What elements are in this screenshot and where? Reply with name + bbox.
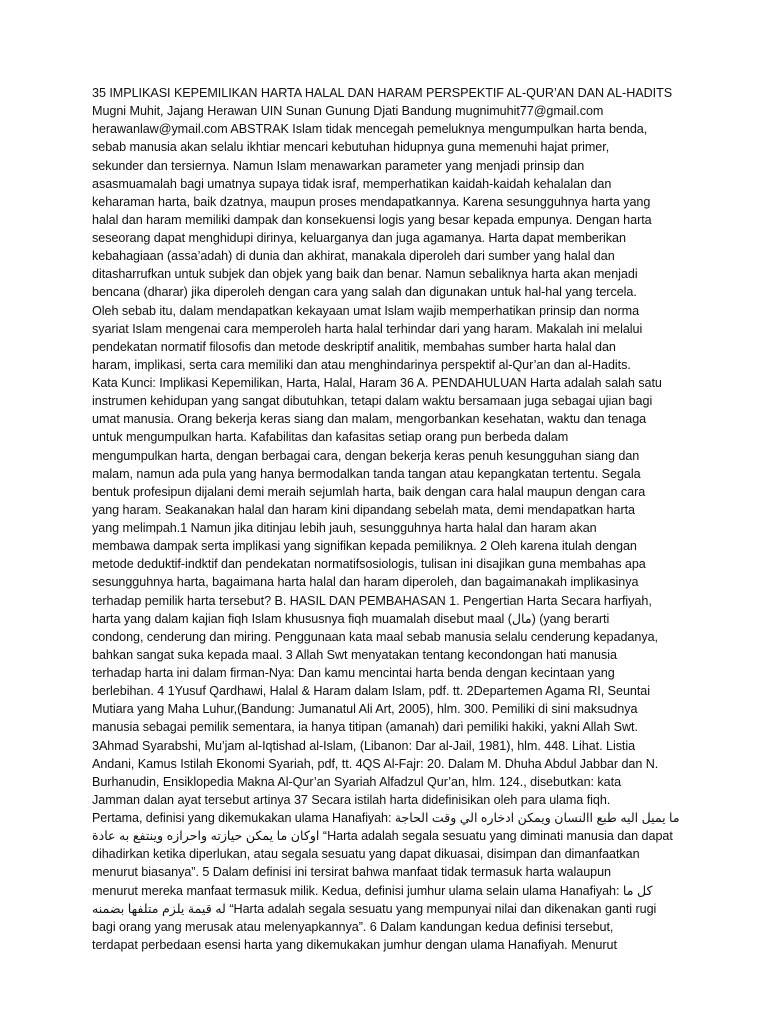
footnote-line: Andani, Kamus Istilah Ekonomi Syariah, pdf, tt. 4QS Al-Fajr: 20. Dalam M. Dhuha Abdul Jabbar dan N.: [92, 756, 659, 771]
footnote-line: berlebihan. 4 1Yusuf Qardhawi, Halal & Haram dalam Islam, pdf. tt. 2Departemen Agama RI, Seuntai: [92, 684, 651, 699]
body-line: Jamman dalan ayat tersebut artinya 37 Secara istilah harta didefinisikan oleh para ulama fiqh.: [92, 792, 611, 807]
body-line-with-arabic: له قيمة يلزم متلفها بضمنه “Harta adalah segala sesuatu yang mempunyai nilai dan dikenakan ganti rugi: [92, 901, 657, 916]
body-line: harta yang dalam kajian fiqh Islam khususnya fiqh muamalah disebut maal (مال) (yang berarti: [92, 611, 610, 626]
body-line: bagi orang yang merusak atau melenyapkannya”. 6 Dalam kandungan kedua definisi tersebut,: [92, 919, 614, 934]
body-line: condong, cenderung dan miring. Penggunaan kata maal sebab manusia selalu cenderung kepadanya,: [92, 629, 658, 644]
body-line: dihadirkan ketika diperlukan, atau segala sesuatu yang dapat dikuasai, disimpan dan dimanfaatkan: [92, 847, 640, 862]
body-line: mengumpulkan harta, dengan berbagai cara, dengan bekerja keras penuh kesungguhan siang dan: [92, 448, 640, 463]
body-line: metode deduktif-indktif dan pendekatan normatifsosiologis, tulisan ini disajikan guna membahas apa: [92, 557, 646, 572]
keywords-line: Kata Kunci: Implikasi Kepemilikan, Harta, Halal, Haram 36 A. PENDAHULUAN Harta adalah salah satu: [92, 376, 662, 390]
body-line: bahkan sangat suka kepada maal. 3 Allah Swt menyatakan tentang kecondongan hati manusia: [92, 647, 617, 662]
abstract-line: kebahagiaan (assa’adah) di dunia dan akhirat, manakala diperoleh dari sumber yang halal dan: [92, 249, 615, 264]
body-line: untuk mengumpulkan harta. Kafabilitas dan kafasitas setiap orang pun berbeda dalam: [92, 430, 569, 445]
body-line: terhadap pemilik harta tersebut? B. HASIL DAN PEMBAHASAN 1. Pengertian Harta Secara harfiyah,: [92, 593, 652, 608]
body-line-with-arabic: menurut mereka manfaat termasuk milik. Kedua, definisi jumhur ulama selain ulama Hanafiyah: كل ما: [92, 883, 653, 898]
authors-line: Mugni Muhit, Jajang Herawan UIN Sunan Gunung Djati Bandung mugnimuhit77@gmail.com: [92, 104, 604, 119]
document-title-line: 35 IMPLIKASI KEPEMILIKAN HARTA HALAL DAN HARAM PERSPEKTIF AL-QUR’AN DAN AL-HADITS: [92, 86, 673, 100]
abstract-line: seseorang dapat menghidupi dirinya, keluarganya dan juga agamanya. Harta dapat memberikan: [92, 231, 626, 245]
document-page: [92, 84, 682, 952]
abstract-line: syariat Islam mengenai cara memperoleh harta halal terhindar dari yang haram. Makalah ini melalui: [92, 321, 643, 336]
body-line: terdapat perbedaan esensi harta yang dikemukakan jumhur dengan ulama Hanafiyah. Menurut: [92, 937, 617, 952]
body-line: umat manusia. Orang bekerja keras siang dan malam, mengorbankan kesehatan, waktu dan tenaga: [92, 412, 647, 427]
footnote-line: manusia sebagai pemilik sementara, ia hanya titipan (amanah) dari pemiliki hakiki, yakni Allah Swt.: [92, 720, 638, 735]
body-line: malam, namun ada pula yang hanya bermodalkan tanda tangan atau kepangkatan tertentu. Segala: [92, 466, 641, 481]
abstract-line: sebab manusia akan selalu ikhtiar mencari kebutuhan hidupnya guna memenuhi hajat primer,: [92, 140, 610, 155]
body-line: membawa dampak serta implikasi yang signifikan kepada pemiliknya. 2 Oleh karena itulah dengan: [92, 539, 637, 554]
abstract-line: Oleh sebab itu, dalam mendapatkan kekayaan umat Islam wajib memperhatikan prinsip dan norma: [92, 303, 640, 318]
abstract-line: pendekatan normatif filosofis dan metode deskriptif analitik, membahas sumber harta halal dan: [92, 339, 616, 354]
abstract-line: sekunder dan tersiernya. Namun Islam menawarkan parameter yang menjadi prinsip dan: [92, 158, 585, 173]
body-line: yang melimpah.1 Namun jika ditinjau lebih jauh, sesungguhnya harta halal dan haram akan: [92, 521, 597, 535]
abstract-line: haram, implikasi, serta cara memiliki dan atau menghindarinya perspektif al-Qur’an dan al-Hadits.: [92, 357, 631, 372]
footnote-line: 3Ahmad Syarabshi, Mu’jam al-Iqtishad al-Islam, (Libanon: Dar al-Jail, 1981), hlm. 448. Lihat. Listia: [92, 738, 636, 753]
abstract-line: asasmuamalah bagi umatnya supaya tidak israf, memperhatikan kaidah-kaidah kehalalan dan: [92, 176, 612, 191]
body-line: sesungguhnya harta, bagaimana harta halal dan haram diperoleh, dan bagaimanakah implikasinya: [92, 575, 639, 590]
abstract-line: herawanlaw@ymail.com ABSTRAK Islam tidak mencegah pemeluknya mengumpulkan harta benda,: [92, 122, 648, 137]
body-line: menurut biasanya”. 5 Dalam definisi ini tersirat bahwa manfaat tidak termasuk harta walaupun: [92, 865, 612, 880]
abstract-line: halal dan haram memiliki dampak dan konsekuensi logis yang besar kepada empunya. Dengan harta: [92, 212, 652, 227]
abstract-line: ditasharrufkan untuk subjek dan objek yang baik dan benar. Namun sebaliknya harta akan menjadi: [92, 267, 638, 282]
body-line-with-arabic: اوكان ما يمكن حيازته واحرازه وينتفع به عادة “Harta adalah segala sesuatu yang diminati manusia dan dapat: [92, 829, 673, 844]
body-line-with-arabic: Pertama, definisi yang dikemukakan ulama Hanafiyah: ما يميل اليه طبع االنسان ويمكن ادخاره الي وقت الحاجة: [92, 811, 680, 825]
abstract-line: keharaman harta, baik dzatnya, maupun proses mendapatkannya. Karena sesungguhnya harta yang: [92, 194, 651, 209]
body-line: bentuk profesipun dijalani demi meraih sejumlah harta, baik dengan cara halal maupun dengan cara: [92, 484, 646, 499]
body-line: instrumen kehidupan yang sangat dibutuhkan, tetapi dalam waktu bersamaan juga sebagai ujian bagi: [92, 394, 653, 409]
body-line: terhadap harta ini dalam firman-Nya: Dan kamu mencintai harta benda dengan kecintaan yang: [92, 666, 615, 680]
footnote-line: Burhanudin, Ensiklopedia Makna Al-Qur’an Syariah Alfadzul Qur’an, hlm. 124., disebutkan: kata: [92, 774, 622, 789]
footnote-line: Mutiara yang Maha Luhur,(Bandung: Jumanatul Ali Art, 2005), hlm. 300. Pemiliki di sini maksudnya: [92, 702, 638, 717]
abstract-line: bencana (dharar) jika diperoleh dengan cara yang salah dan digunakan untuk hal-hal yang tercela.: [92, 285, 637, 300]
body-line: yang haram. Seakanakan halal dan haram kini dipandang sebelah mata, demi mendapatkan harta: [92, 502, 635, 517]
